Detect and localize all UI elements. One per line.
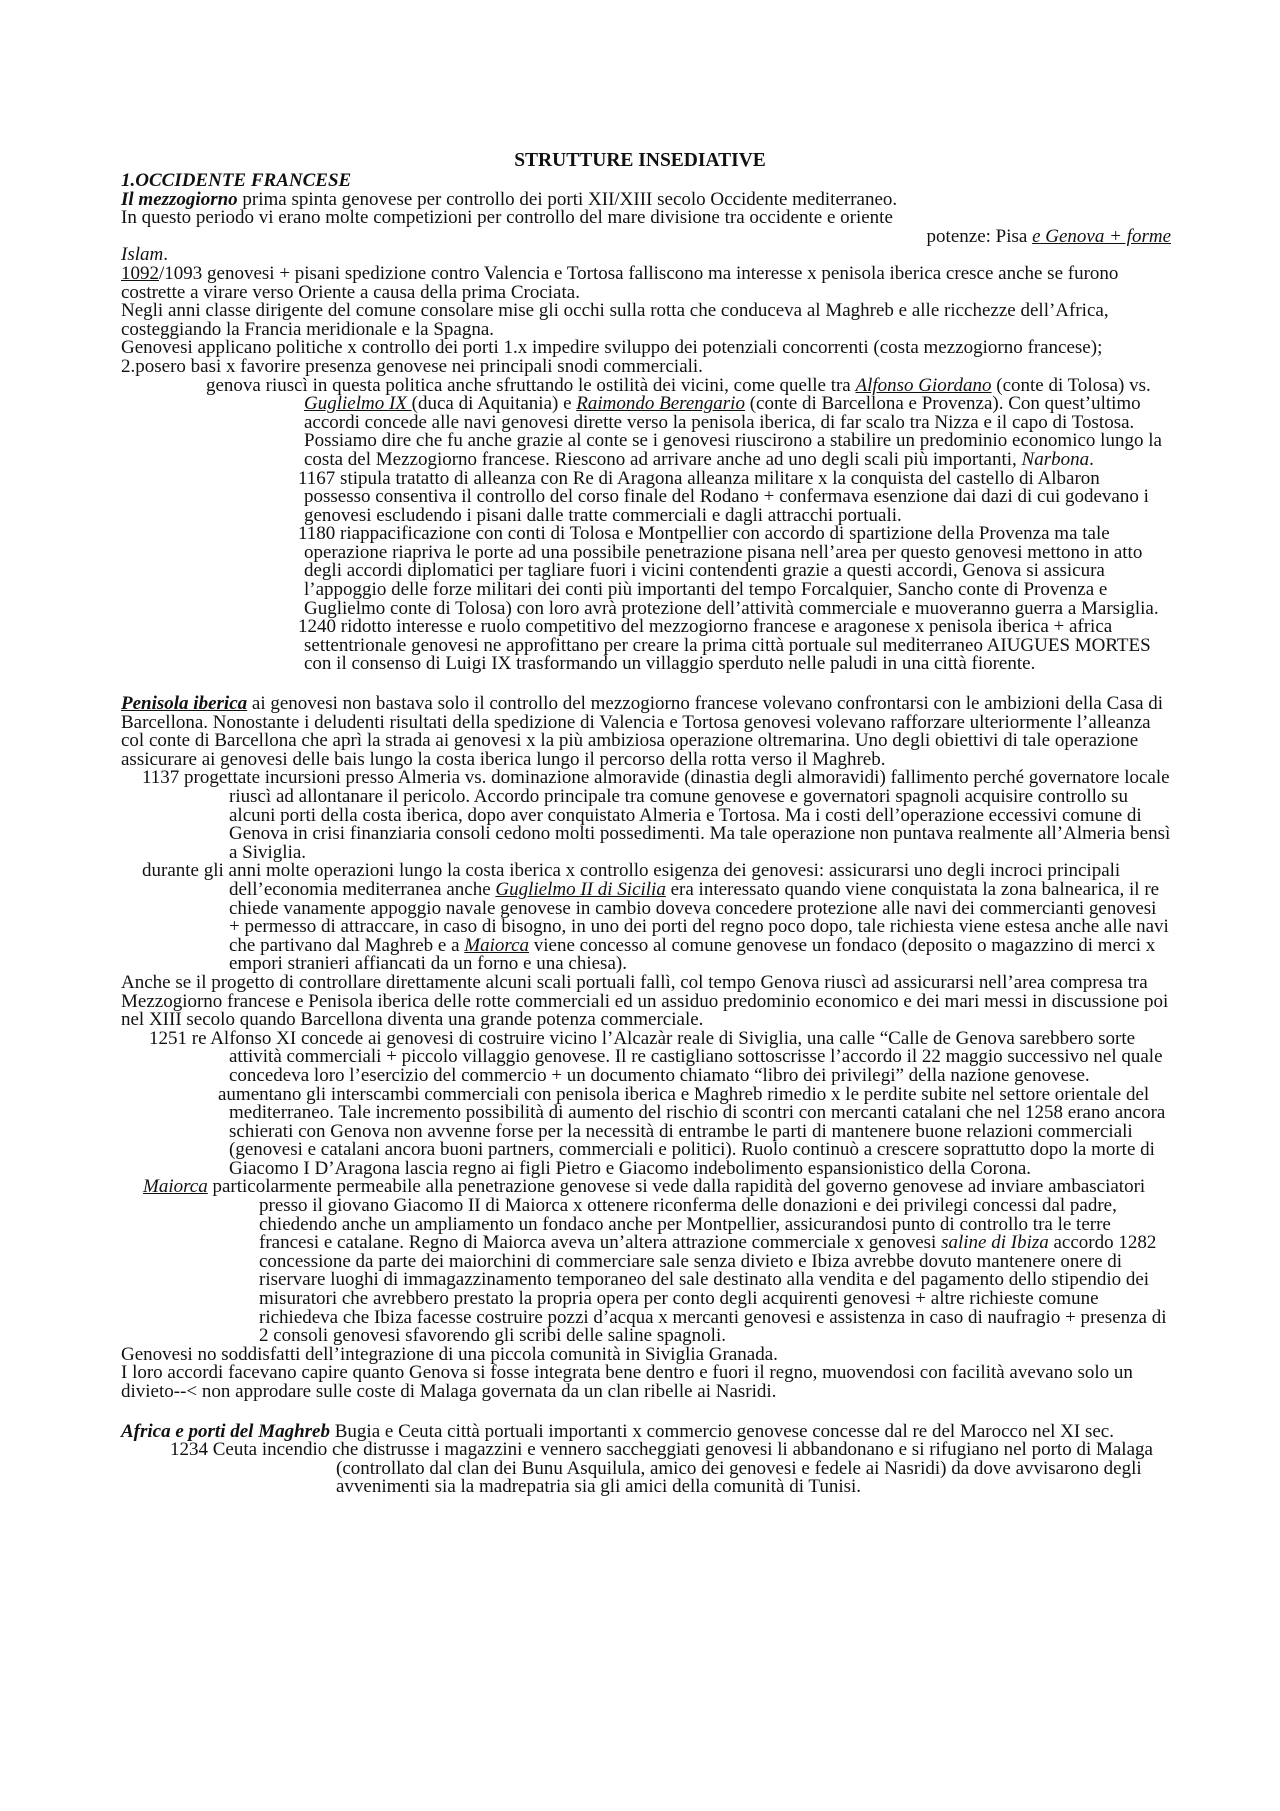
text: 1092	[121, 262, 159, 284]
section-heading: 1.OCCIDENTE FRANCESE	[121, 170, 352, 191]
lead-term: Il mezzogiorno	[121, 188, 238, 210]
text: durante gli anni molte operazioni lungo la costa iberica x controllo esigenza dei genovesi: assicurarsi uno degli incroci principali dell’economia mediterranea anche	[142, 860, 1121, 900]
lead-term: Africa e porti del Maghreb	[121, 1420, 330, 1442]
text: /1093 genovesi + pisani spedizione contro Valencia e Tortosa falliscono ma interesse x penisola iberica cresce anche se furono costrette a virare verso Oriente a causa della prima Crociata.	[121, 262, 1119, 303]
text: Guglielmo IX	[304, 393, 412, 415]
paragraph	[121, 225, 1171, 247]
text: (conte di Tolosa) vs.	[996, 374, 1151, 396]
paragraph: I loro accordi facevano capire quanto Genova si fosse integrata bene dentro e fuori il regno, muovendosi con facilità avevano solo un divieto--< non approdare sulle coste di Malaga governata da un clan ribelle ai Nasridi.	[121, 1362, 1133, 1402]
spacer	[121, 1402, 1171, 1420]
paragraph: 1240 ridotto interesse e ruolo competitivo del mezzogiorno francese e aragonese x penisola iberica + africa settentrionale genovesi ne approfittano per creare la prima città portuale sul mediterraneo AIUGUES MORTES con il consenso di Luigi IX trasformando un villaggio sperduto nelle paludi in una città fiorente.	[298, 616, 1151, 675]
text: prima spinta genovese per controllo dei porti XII/XIII secolo Occidente mediterraneo.	[237, 188, 898, 210]
text: Narbona	[1021, 448, 1090, 470]
text: ai genovesi non bastava solo il controllo del mezzogiorno francese volevano confrontarsi con le ambizioni della Casa di Barcellona. Nonostante i deludenti risultati della spedizione di Valencia e Tortosa genovesi volevano rafforzare ulteriormente l’alleanza col conte di Barcellona che aprì la strada ai genovesi x la più ambiziosa operazione oltremarina. Uno degli obiettivi di tale operazione assicurare ai genovesi delle bais lungo la costa iberica lungo il percorso della rotta verso il Maghreb.	[121, 693, 1164, 770]
paragraph: Anche se il progetto di controllare direttamente alcuni scali portuali fallì, col tempo Genova riuscì ad assicurarsi nell’area compresa tra Mezzogiorno francese e Penisola iberica delle rotte commerciali ed un assiduo predominio economico e dei mari messi in discussione poi nel XIII secolo quando Barcellona diventa una grande potenza commerciale.	[121, 971, 1169, 1031]
text: particolarmente permeabile alla penetrazione genovese si vede dalla rapidità del governo genovese ad inviare ambasciatori presso il giovano Giacomo II di Maiorca x ottenere riconferma delle donazioni e dei privilegi concessi dal padre, chiedendo anche un ampliamento un fondaco anche per Montpellier, assicurandosi punto di controllo tra le terre francesi e catalane. Regno di Maiorca aveva un’altera attrazione commerciale x genovesi	[207, 1176, 1146, 1254]
text: Maiorca	[464, 934, 530, 956]
text: viene concesso al comune genovese un fondaco (deposito o magazzino di merci x empori stranieri affiancati da un forno e una chiesa).	[229, 934, 1156, 975]
spacer	[121, 674, 1171, 692]
text: Bugia e Ceuta città portuali importanti x commercio genovese concesse dal re del Marocco nel XI sec.	[330, 1420, 1114, 1442]
paragraph	[121, 262, 1171, 303]
paragraph: aumentano gli interscambi commerciali con penisola iberica e Maghreb rimedio x le perdite subite nel settore orientale del mediterraneo. Tale incremento possibilità di aumento del rischio di scontri con mercanti catalani che nel 1258 erano ancora schierati con Genova non avvenne forse per la necessità di entrambe le parti di mantenere buone relazioni commerciali (genovesi e catalani ancora buoni partners, commerciali e politici). Ruolo continuò a crescere soprattutto dopo la morte di Giacomo I D’Aragona lascia regno ai figli Pietro e Giacomo indebolimento espansionistico della Corona.	[218, 1083, 1166, 1179]
text: era interessato quando viene conquistata la zona balnearica, il re chiede vanamente appoggio navale genovese in cambio doveva concedere protezione alle navi dei commercianti genovesi + permesso di attraccare, in caso di bisogno, in uno dei porti del regno poco dopo, tale richiesta viene estesa anche alle navi che partivano dal Maghreb e a	[229, 878, 1169, 956]
text: genova riuscì in questa politica anche sfruttando le ostilità dei vicini, come quelle tra	[206, 374, 856, 396]
paragraph	[121, 862, 1171, 974]
paragraph: 1167 stipula tratatto di alleanza con Re di Aragona alleanza militare x la conquista del castello di Albaron possesso consentiva il controllo del corso finale del Rodano + confermava esenzione dai dazi di cui godevano i genovesi escludendo i pisani dalle tratte commerciali e dagli attracchi portuali.	[298, 467, 1149, 526]
paragraph	[121, 1178, 1171, 1345]
text: .	[163, 244, 168, 266]
text: .	[1089, 448, 1094, 470]
paragraph: Genovesi applicano politiche x controllo dei porti 1.x impedire sviluppo dei potenziali concorrenti (costa mezzogiorno francese); 2.posero basi x favorire presenza genovese nei principali snodi commerciali.	[121, 337, 1103, 377]
paragraph: 1251 re Alfonso XI concede ai genovesi di costruire vicino l’Alcazàr reale di Siviglia, una calle “Calle de Genova sarebbero sorte attività commerciali + piccolo villaggio genovese. Il re castigliano sottoscrisse l’accordo il 22 maggio successivo nel quale concedeva loro l’esercizio del commercio + un documento chiamato “libro dei privilegi” della nazione genovese.	[149, 1027, 1163, 1086]
paragraph: In questo periodo vi erano molte competizioni per controllo del mare divisione tra occidente e oriente	[121, 207, 893, 229]
text: e Genova + forme	[1032, 225, 1171, 247]
lead-term: Penisola iberica	[121, 693, 248, 715]
text: (conte di Barcellona e Provenza). Con quest’ultimo accordi concede alle navi genovesi dirette verso la penisola iberica, di far scalo tra Nizza e il capo di Tostosa. Possiamo dire che fu anche grazie al conte se i genovesi riuscirono a stabilire un predominio economico lungo la costa del Mezzogiorno francese. Riescono ad arrivare anche ad uno degli scali più importanti,	[304, 393, 1162, 470]
paragraph: 1180 riappacificazione con conti di Tolosa e Montpellier con accordo di spartizione della Provenza ma tale operazione riapriva le porte ad una possibile penetrazione pisana nell’area per questo genovesi mettono in atto degli accordi diplomatici per tagliare fuori i vicini contendenti grazie a questi accordi, Genova si assicura l’appoggio delle forze militari dei conti più importanti del tempo Forcalquier, Sancho conte di Provenza e Guglielmo conte di Tolosa) con loro avrà protezione dell’attività commerciale e muoveranno guerra a Marsiglia.	[298, 523, 1159, 619]
text: Guglielmo II di Sicilia	[495, 878, 666, 900]
text: Raimondo Berengario	[576, 393, 745, 415]
paragraph: Genovesi no soddisfatti dell’integrazione di una piccola comunità in Siviglia Granada.	[121, 1343, 778, 1365]
text: saline di Ibiza	[941, 1232, 1049, 1254]
section-occidente-francese	[121, 172, 1171, 1497]
text: accordo 1282 concessione da parte dei maiorchini di commerciare sale senza divieto e Ibiza avrebbe dovuto mantenere onere di riservare luoghi di immagazzinamento temporaneo del sale destinato alla vendita e del pagamento dello stipendio dei misuratori che avrebbero prestato la propria opera per conto degli acquirenti genovesi + altre richieste comune richiedeva che Ibiza facesse costruire pozzi d’acqua x mercanti genovesi e assistenza in caso di naufragio + presenza di 2 consoli genovesi sfavorendo gli scribi delle saline spagnoli.	[259, 1232, 1167, 1347]
text: Islam	[121, 244, 164, 266]
paragraph: 1234 Ceuta incendio che distrusse i magazzini e vennero saccheggiati genovesi li abbandonano e si rifugiano nel porto di Malaga (controllato dal clan dei Bunu Asquilula, amico dei genovesi e fedele ai Nasridi) da dove avvisarono degli avvenimenti sia la madrepatria sia gli amici della comunità di Tunisi.	[170, 1439, 1153, 1498]
text: Maiorca	[143, 1176, 208, 1198]
paragraph	[121, 374, 1171, 470]
text: potenze: Pisa	[926, 225, 1033, 247]
paragraph	[121, 695, 1171, 769]
text: Alfonso Giordano	[855, 374, 992, 396]
paragraph: Negli anni classe dirigente del comune consolare mise gli occhi sulla rotta che conduceva al Maghreb e alle ricchezze dell’Africa, costeggiando la Francia meridionale e la Spagna.	[121, 300, 1109, 340]
paragraph: 1137 progettate incursioni presso Almeria vs. dominazione almoravide (dinastia degli almoravidi) fallimento perché governatore locale riuscì ad allontanare il pericolo. Accordo principale tra comune genovese e governatori spagnoli acquisire controllo su alcuni porti della costa iberica, dopo aver conquistato Almeria e Tortosa. Ma i costi dell’operazione eccessivi comune di Genova in crisi finanziaria consoli cedono molti possedimenti. Ma tale operazione non puntava realmente all’Almeria bensì a Siviglia.	[142, 767, 1171, 863]
page-title: STRUTTURE INSEDIATIVE	[514, 150, 766, 171]
text: (duca di Aquitania) e	[411, 393, 577, 415]
